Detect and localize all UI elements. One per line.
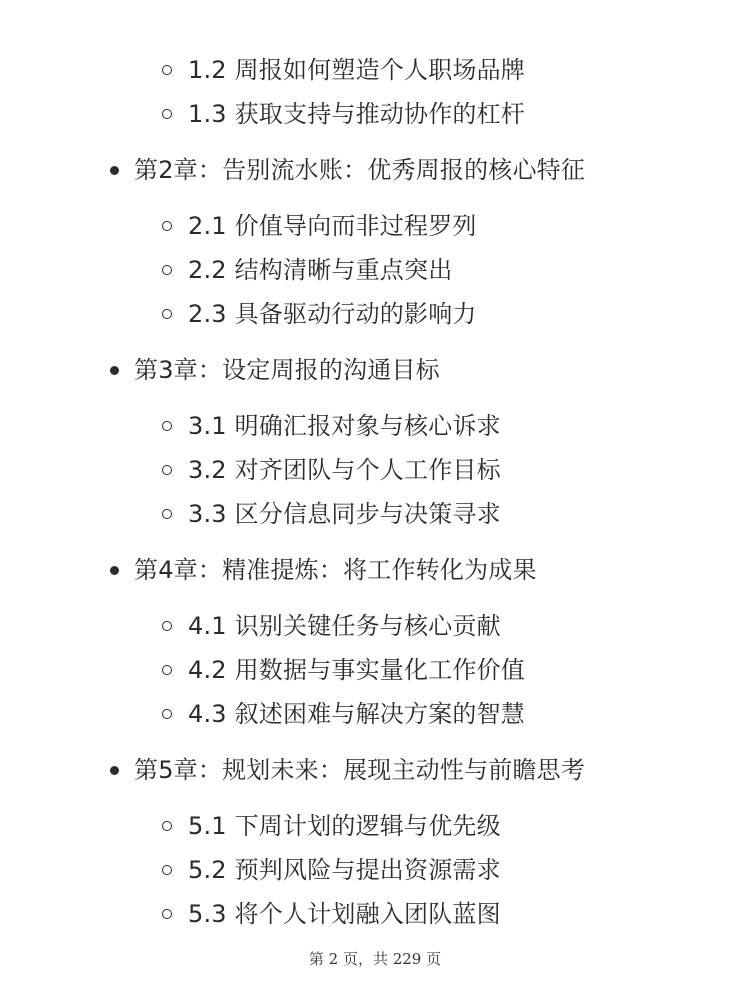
toc-section-item[interactable] bbox=[0, 648, 750, 692]
circle-bullet-icon bbox=[162, 421, 172, 431]
chapter-2 bbox=[0, 144, 750, 336]
toc-chapter-item[interactable] bbox=[0, 344, 750, 396]
toc-section-item[interactable] bbox=[0, 692, 750, 736]
toc-section-label: 1.3 获取支持与推动协作的杠杆 bbox=[188, 100, 525, 128]
toc-section-item[interactable] bbox=[0, 404, 750, 448]
circle-bullet-icon bbox=[162, 309, 172, 319]
toc-chapter-item[interactable] bbox=[0, 744, 750, 796]
toc-chapter-item[interactable] bbox=[0, 544, 750, 596]
page-number-footer: 第 2 页，共 229 页 bbox=[308, 950, 442, 968]
toc-section-item[interactable] bbox=[0, 604, 750, 648]
circle-bullet-icon bbox=[162, 109, 172, 119]
circle-bullet-icon bbox=[162, 709, 172, 719]
toc-chapter-label: 第4章：精准提炼：将工作转化为成果 bbox=[134, 556, 537, 584]
toc-chapter-label: 第5章：规划未来：展现主动性与前瞻思考 bbox=[134, 756, 586, 784]
toc-section-label: 2.2 结构清晰与重点突出 bbox=[188, 256, 453, 284]
circle-bullet-icon bbox=[162, 909, 172, 919]
disc-bullet-icon bbox=[110, 366, 119, 375]
chapter-5 bbox=[0, 744, 750, 936]
circle-bullet-icon bbox=[162, 221, 172, 231]
table-of-contents bbox=[0, 48, 750, 936]
toc-section-label: 5.1 下周计划的逻辑与优先级 bbox=[188, 812, 501, 840]
circle-bullet-icon bbox=[162, 265, 172, 275]
toc-section-label: 4.1 识别关键任务与核心贡献 bbox=[188, 612, 501, 640]
circle-bullet-icon bbox=[162, 465, 172, 475]
disc-bullet-icon bbox=[110, 166, 119, 175]
toc-section-label: 2.3 具备驱动行动的影响力 bbox=[188, 300, 477, 328]
toc-section-label: 3.2 对齐团队与个人工作目标 bbox=[188, 456, 501, 484]
toc-section-label: 5.2 预判风险与提出资源需求 bbox=[188, 856, 501, 884]
circle-bullet-icon bbox=[162, 821, 172, 831]
toc-section-item[interactable] bbox=[0, 492, 750, 536]
toc-section-label: 3.1 明确汇报对象与核心诉求 bbox=[188, 412, 501, 440]
toc-chapter-label: 第2章：告别流水账：优秀周报的核心特征 bbox=[134, 156, 586, 184]
chapter-3 bbox=[0, 344, 750, 536]
chapter-1-continued bbox=[0, 48, 750, 136]
toc-chapter-label: 第3章：设定周报的沟通目标 bbox=[134, 356, 440, 384]
circle-bullet-icon bbox=[162, 65, 172, 75]
toc-section-item[interactable] bbox=[0, 448, 750, 492]
toc-section-item[interactable] bbox=[0, 48, 750, 92]
toc-section-item[interactable] bbox=[0, 92, 750, 136]
toc-chapter-item[interactable] bbox=[0, 144, 750, 196]
disc-bullet-icon bbox=[110, 766, 119, 775]
circle-bullet-icon bbox=[162, 509, 172, 519]
toc-section-item[interactable] bbox=[0, 292, 750, 336]
toc-section-item[interactable] bbox=[0, 204, 750, 248]
circle-bullet-icon bbox=[162, 865, 172, 875]
toc-section-item[interactable] bbox=[0, 804, 750, 848]
toc-section-label: 4.2 用数据与事实量化工作价值 bbox=[188, 656, 525, 684]
disc-bullet-icon bbox=[110, 566, 119, 575]
toc-section-label: 4.3 叙述困难与解决方案的智慧 bbox=[188, 700, 525, 728]
circle-bullet-icon bbox=[162, 621, 172, 631]
toc-section-label: 1.2 周报如何塑造个人职场品牌 bbox=[188, 56, 525, 84]
chapter-4 bbox=[0, 544, 750, 736]
toc-section-label: 3.3 区分信息同步与决策寻求 bbox=[188, 500, 501, 528]
toc-section-item[interactable] bbox=[0, 248, 750, 292]
toc-section-label: 5.3 将个人计划融入团队蓝图 bbox=[188, 900, 501, 928]
toc-section-label: 2.1 价值导向而非过程罗列 bbox=[188, 212, 477, 240]
toc-section-item[interactable] bbox=[0, 892, 750, 936]
circle-bullet-icon bbox=[162, 665, 172, 675]
toc-section-item[interactable] bbox=[0, 848, 750, 892]
